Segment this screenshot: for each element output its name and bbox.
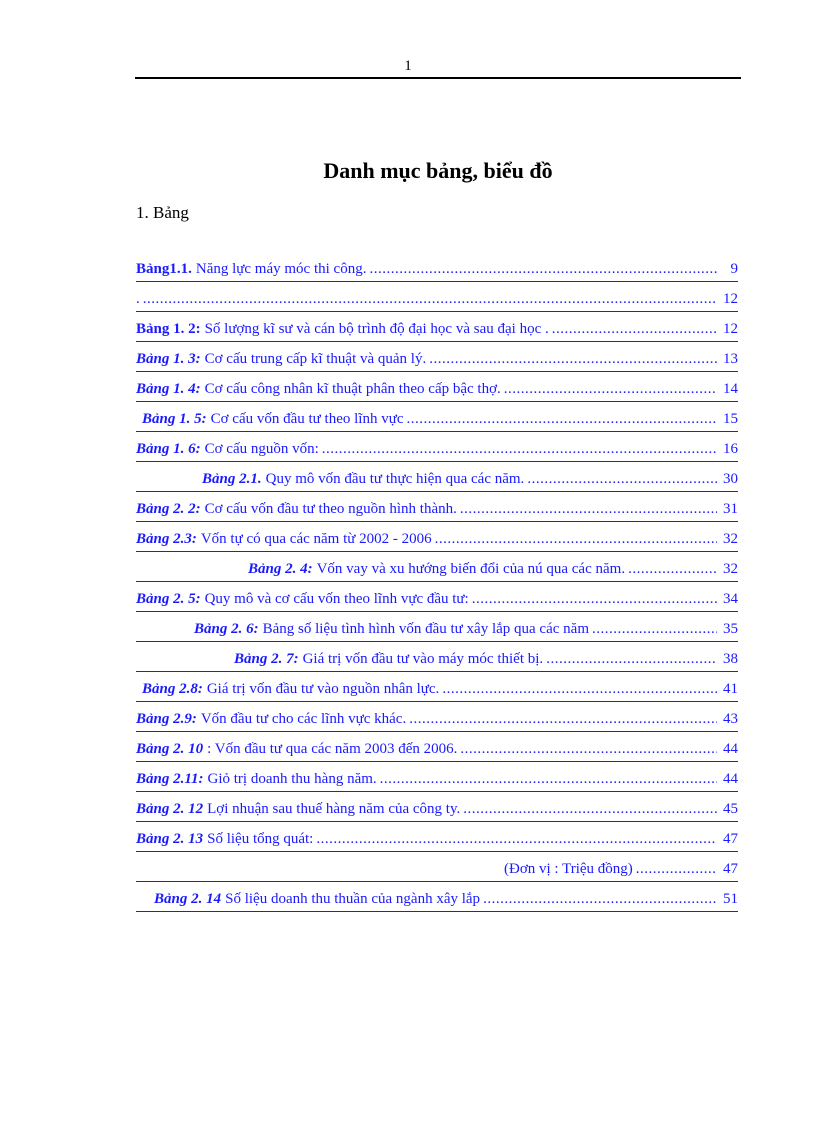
toc-dot-leader <box>143 291 717 308</box>
toc-entry-label: Bảng 1. 6: <box>136 441 201 457</box>
toc-entry-text: Bảng số liệu tình hình vốn đầu tư xây lắp qua các năm <box>262 621 589 637</box>
toc-entry-text: Cơ cấu vốn đầu tư theo nguồn hình thành. <box>204 501 457 517</box>
toc-page-number: 45 <box>723 801 738 817</box>
toc-entry[interactable] <box>136 252 738 282</box>
toc-entry-label: Bảng 1. 2: <box>136 321 201 337</box>
toc-entry[interactable] <box>136 282 738 312</box>
toc-entry-label: Bảng 1. 3: <box>136 351 201 367</box>
toc-entry[interactable] <box>136 312 738 342</box>
toc-entry[interactable] <box>136 402 738 432</box>
toc-page-number: 32 <box>723 561 738 577</box>
toc-entry-label: Bảng 2.8: <box>142 681 203 697</box>
header-rule <box>135 77 741 79</box>
toc-entry-label: Bảng 1. 4: <box>136 381 201 397</box>
toc-page-number: 13 <box>723 351 738 367</box>
toc-dot-leader <box>628 561 717 578</box>
toc-entry-text: Giá trị vốn đầu tư vào máy móc thiết bị. <box>302 651 544 667</box>
toc-page-number: 51 <box>723 891 738 907</box>
toc-entry-text: Cơ cấu trung cấp kĩ thuật và quản lý. <box>204 351 427 367</box>
toc-entry-label: Bảng 2.3: <box>136 531 197 547</box>
toc-entry-text: Quy mô vốn đầu tư thực hiện qua các năm. <box>265 471 525 487</box>
toc-entry-label: Bảng 2. 6: <box>194 621 259 637</box>
toc-page-number: 12 <box>723 291 738 307</box>
toc-entry[interactable] <box>136 852 738 882</box>
toc-entry-text: Lợi nhuận sau thuế hàng năm của công ty. <box>207 801 461 817</box>
toc-entry-text: Giỏ trị doanh thu hàng năm. <box>207 771 377 787</box>
toc-dot-leader <box>407 411 718 428</box>
toc-entry-text: Vốn đầu tư cho các lĩnh vực khác. <box>200 711 407 727</box>
toc-entry[interactable] <box>136 372 738 402</box>
toc-page-number: 31 <box>723 501 738 517</box>
toc-entry[interactable] <box>136 762 738 792</box>
toc-entry-text: Số lượng kĩ sư và cán bộ trình độ đại học và sau đại học . <box>204 321 549 337</box>
toc-dot-leader <box>442 681 717 698</box>
toc-page-number: 44 <box>723 741 738 757</box>
toc-entry[interactable] <box>136 492 738 522</box>
toc-entry-label: Bảng 1. 5: <box>142 411 207 427</box>
toc-entry[interactable] <box>136 642 738 672</box>
toc-dot-leader <box>463 801 717 818</box>
toc-dot-leader <box>472 591 717 608</box>
toc-entry-label: Bảng1.1. <box>136 261 192 277</box>
toc-dot-leader <box>322 441 717 458</box>
toc-entry-text: Năng lực máy móc thi công. <box>195 261 367 277</box>
toc-dot-leader <box>369 261 717 278</box>
toc-dot-leader <box>636 861 717 878</box>
toc-dot-leader <box>483 891 717 908</box>
toc-entry[interactable] <box>136 462 738 492</box>
toc-entry-text: Giá trị vốn đầu tư vào nguồn nhân lực. <box>206 681 440 697</box>
toc-page-number: 41 <box>723 681 738 697</box>
page-number: 1 <box>404 58 412 74</box>
toc-entry-text: . <box>136 291 140 307</box>
toc-dot-leader <box>435 531 717 548</box>
toc-entry[interactable] <box>136 882 738 912</box>
document-title: Danh mục bảng, biểu đồ <box>323 158 553 183</box>
section-heading: 1. Bảng <box>136 203 189 222</box>
toc-entry-text: : Vốn đầu tư qua các năm 2003 đến 2006. <box>207 741 458 757</box>
toc-dot-leader <box>460 501 717 518</box>
toc-page-number: 38 <box>723 651 738 667</box>
toc-entry[interactable] <box>136 702 738 732</box>
table-of-contents <box>136 252 738 912</box>
toc-entry[interactable] <box>136 552 738 582</box>
toc-entry-label: Bảng 2.11: <box>136 771 204 787</box>
toc-dot-leader <box>552 321 717 338</box>
toc-dot-leader <box>429 351 717 368</box>
toc-entry-label: Bảng 2. 4: <box>248 561 313 577</box>
toc-dot-leader <box>316 831 717 848</box>
toc-entry-text: Cơ cấu công nhân kĩ thuật phân theo cấp bậc thợ. <box>204 381 501 397</box>
toc-page-number: 47 <box>723 831 738 847</box>
toc-dot-leader <box>546 651 717 668</box>
toc-page-number: 43 <box>723 711 738 727</box>
toc-entry[interactable] <box>136 792 738 822</box>
toc-dot-leader <box>504 381 717 398</box>
toc-page-number: 34 <box>723 591 738 607</box>
toc-dot-leader <box>460 741 717 758</box>
toc-page-number: 12 <box>723 321 738 337</box>
toc-dot-leader <box>527 471 717 488</box>
toc-dot-leader <box>409 711 717 728</box>
toc-entry[interactable] <box>136 612 738 642</box>
toc-entry-label: Bảng 2. 12 <box>136 801 204 817</box>
toc-entry[interactable] <box>136 522 738 552</box>
toc-page-number: 35 <box>723 621 738 637</box>
toc-entry-text: Vốn vay và xu hướng biến đổi của nú qua các năm. <box>316 561 626 577</box>
toc-entry-label: Bảng 2.9: <box>136 711 197 727</box>
toc-entry-label: Bảng 2. 14 <box>154 891 222 907</box>
toc-page-number: 44 <box>723 771 738 787</box>
toc-entry-label: Bảng 2. 5: <box>136 591 201 607</box>
toc-entry-label: Bảng 2. 13 <box>136 831 204 847</box>
toc-entry[interactable] <box>136 582 738 612</box>
toc-page-number: 14 <box>723 381 738 397</box>
toc-entry-text: (Đơn vị : Triệu đồng) <box>504 861 633 877</box>
toc-entry-text: Quy mô và cơ cấu vốn theo lĩnh vực đầu tư: <box>204 591 469 607</box>
toc-entry-text: Vốn tự có qua các năm từ 2002 - 2006 <box>200 531 432 547</box>
toc-entry-label: Bảng 2. 2: <box>136 501 201 517</box>
toc-dot-leader <box>592 621 717 638</box>
toc-page-number: 15 <box>723 411 738 427</box>
toc-page-number: 16 <box>723 441 738 457</box>
toc-entry[interactable] <box>136 432 738 462</box>
toc-entry[interactable] <box>136 672 738 702</box>
toc-entry-label: Bảng 2. 10 <box>136 741 204 757</box>
toc-entry[interactable] <box>136 342 738 372</box>
toc-entry-text: Số liệu doanh thu thuần của ngành xây lắp <box>225 891 481 907</box>
toc-entry[interactable] <box>136 732 738 762</box>
toc-entry-label: Bảng 2. 7: <box>234 651 299 667</box>
toc-entry[interactable] <box>136 822 738 852</box>
toc-page-number: 32 <box>723 531 738 547</box>
toc-entry-text: Cơ cấu nguồn vốn: <box>204 441 319 457</box>
toc-page-number: 9 <box>730 261 738 277</box>
toc-page-number: 47 <box>723 861 738 877</box>
toc-entry-text: Số liệu tổng quát: <box>207 831 314 847</box>
toc-dot-leader <box>380 771 717 788</box>
toc-entry-text: Cơ cấu vốn đầu tư theo lĩnh vực <box>210 411 404 427</box>
toc-page-number: 30 <box>723 471 738 487</box>
toc-entry-label: Bảng 2.1. <box>202 471 262 487</box>
